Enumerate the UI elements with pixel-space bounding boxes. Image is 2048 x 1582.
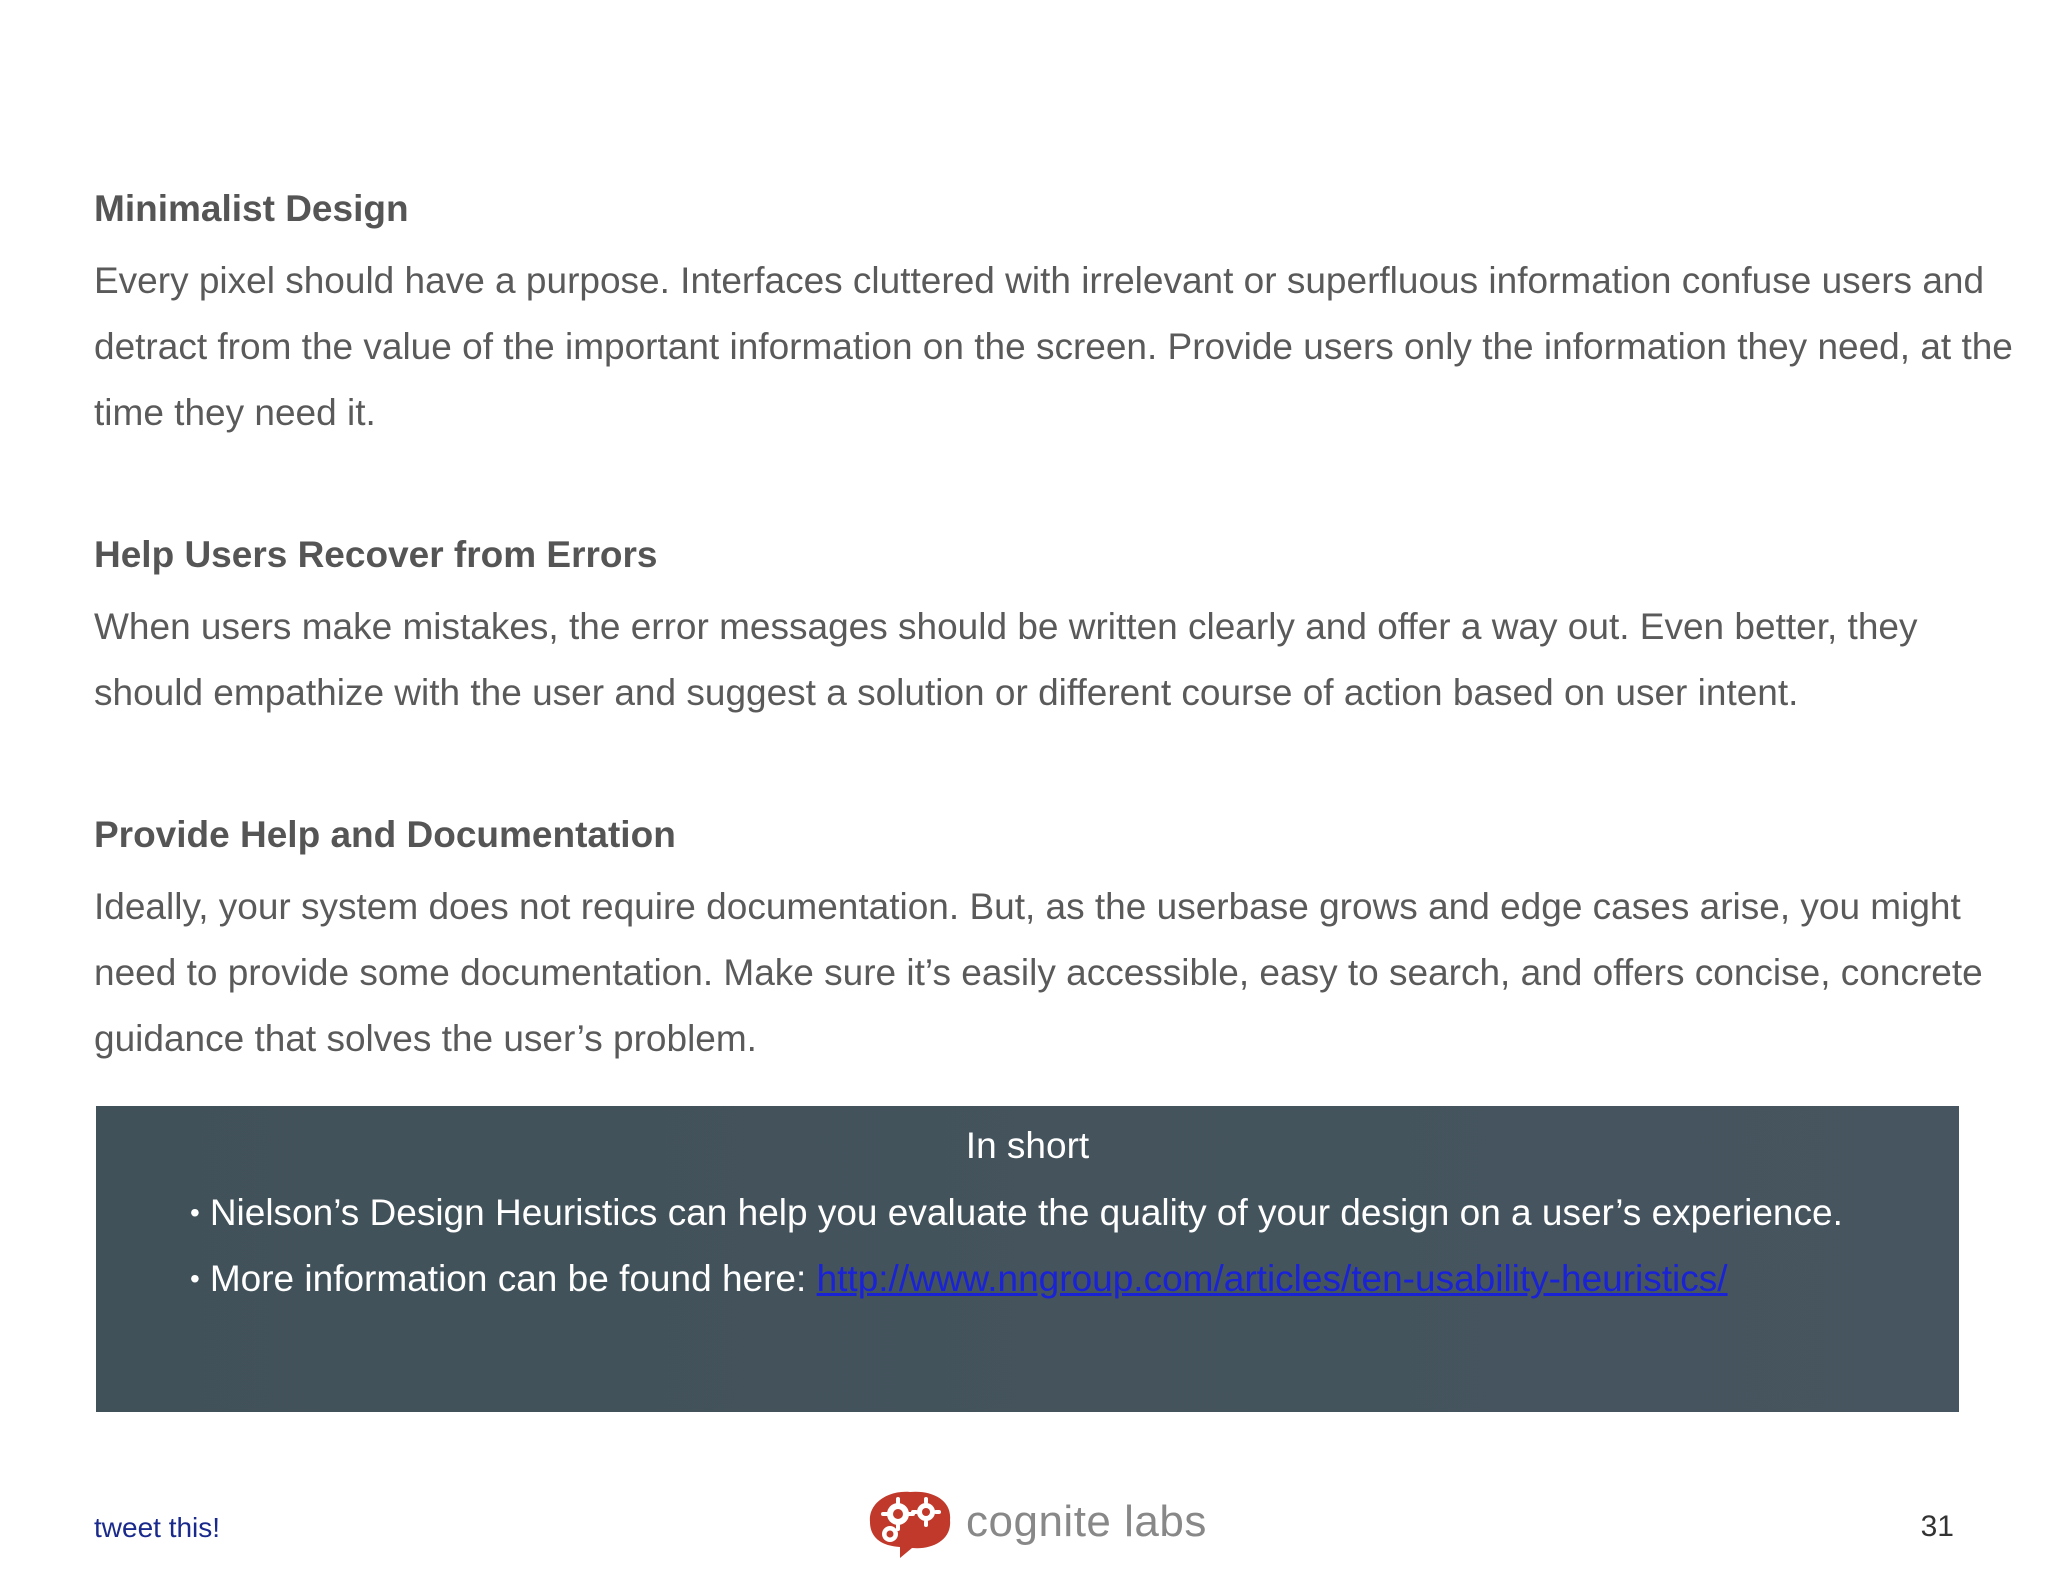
section-body: Ideally, your system does not require documentation. But, as the userbase grows and edge cases arise, you might need to provide some documentation. Make sure it’s easily accessible, easy to search, and offers concise, concrete guidance that solves the user’s problem. bbox=[94, 886, 1983, 1059]
summary-item-text: More information can be found here: bbox=[209, 1258, 817, 1299]
tweet-this-link[interactable]: tweet this! bbox=[94, 1512, 221, 1543]
summary-item bbox=[190, 1180, 1843, 1246]
logo-text: cognite labs bbox=[966, 1497, 1207, 1546]
summary-box bbox=[96, 1106, 1959, 1412]
page-number: 31 bbox=[1920, 1510, 1954, 1543]
summary-title: In short bbox=[965, 1125, 1090, 1166]
summary-item-text: Nielson’s Design Heuristics can help you evaluate the quality of your design on a user’s experience. bbox=[209, 1192, 1843, 1233]
section-heading: Provide Help and Documentation bbox=[94, 814, 676, 855]
section-body: When users make mistakes, the error messages should be written clearly and offer a way out. Even better, they should empathize with the user and suggest a solution or different course of action based on user intent. bbox=[94, 606, 1918, 713]
section-heading: Minimalist Design bbox=[94, 188, 409, 229]
cognite-labs-logo bbox=[860, 1484, 1207, 1560]
bullet-icon: • bbox=[190, 1263, 200, 1294]
summary-list bbox=[190, 1180, 1843, 1312]
section-recover-errors bbox=[94, 530, 2014, 726]
section-heading: Help Users Recover from Errors bbox=[94, 534, 658, 575]
section-help-documentation bbox=[94, 810, 2014, 1072]
section-minimalist-design bbox=[94, 184, 2014, 446]
bullet-icon: • bbox=[190, 1197, 200, 1228]
section-body: Every pixel should have a purpose. Interfaces cluttered with irrelevant or superfluous information confuse users and detract from the value of the important information on the screen. Provide users only the information they need, at the time they need it. bbox=[94, 260, 2013, 433]
nngroup-link[interactable]: http://www.nngroup.com/articles/ten-usability-heuristics/ bbox=[816, 1258, 1728, 1299]
gears-brain-icon bbox=[860, 1484, 960, 1560]
summary-item bbox=[190, 1246, 1843, 1312]
